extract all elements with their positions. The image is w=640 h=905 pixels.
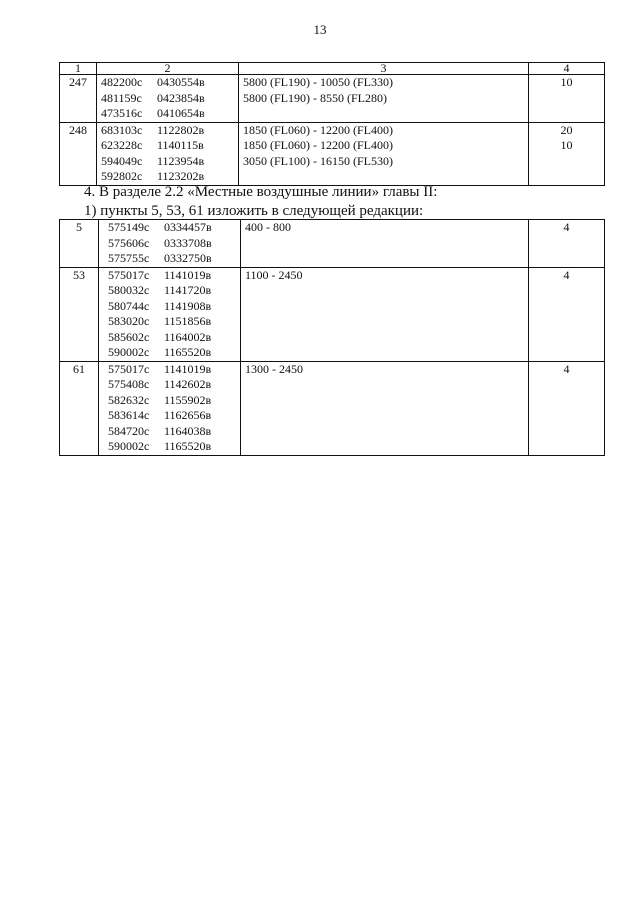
altitude-range: 1300 - 2450 [245,361,303,376]
coordinate-pair [103,345,236,361]
latitude: 473516с [101,106,143,120]
longitude: 1141720в [164,283,212,297]
longitude: 1123202в [157,169,205,183]
longitude: 0334457в [164,220,212,234]
latitude: 683103с [101,122,143,137]
longitude: 1123954в [157,153,205,168]
latitude: 583020с [108,314,150,328]
coordinate-pair [101,123,234,139]
width-value: 4 [563,220,570,234]
coordinate-pair [103,299,236,315]
altitudes-cell [239,122,529,185]
table-row [60,75,605,123]
longitude: 1122802в [157,122,205,137]
altitude-range: 5800 (FL190) - 10050 (FL330) [243,75,393,89]
width-cell [529,267,605,361]
column-header: 2 [97,63,239,75]
coordinate-pair [103,268,236,284]
row-number: 248 [60,122,97,185]
latitude: 575408с [108,377,150,391]
table-row [60,361,605,455]
item-intro: 1) пункты 5, 53, 61 изложить в следующей редакции: [84,203,424,219]
longitude: 0410654в [157,106,205,120]
longitude: 0430554в [157,75,205,89]
latitude: 592802с [101,169,143,183]
latitude: 584720с [108,423,150,438]
coordinate-pair [101,91,234,107]
altitude-range: 1100 - 2450 [245,267,303,282]
longitude: 1141908в [164,298,212,313]
coordinates-cell [99,361,241,455]
coordinate-pair [103,236,236,252]
coordinates-cell [99,220,241,268]
width-cell [529,361,605,455]
coordinate-pair [103,393,236,409]
longitude: 1164002в [164,329,212,344]
altitudes-cell [241,220,529,268]
width-value: 4 [563,361,570,376]
latitude: 481159с [101,90,142,105]
altitudes-cell [241,361,529,455]
coordinate-pair [101,154,234,170]
latitude: 580032с [108,283,150,297]
latitude: 580744с [108,298,150,313]
width-cell [529,75,605,123]
longitude: 1141019в [164,361,212,376]
row-number: 5 [60,220,99,268]
coordinate-pair [103,251,236,267]
altitude-range: 1850 (FL060) - 12200 (FL400) [243,138,393,152]
width-value: 10 [560,138,573,152]
width-value: 10 [560,75,573,89]
longitude: 0333708в [164,235,212,250]
latitude: 583614с [108,408,150,422]
longitude: 1140115в [157,138,204,152]
altitudes-cell [239,75,529,123]
coordinates-cell [99,267,241,361]
coordinate-pair [103,362,236,378]
column-header: 3 [239,63,529,75]
coordinate-pair [103,424,236,440]
longitude: 1165520в [164,439,212,453]
width-cell [529,122,605,185]
longitude: 0332750в [164,251,212,265]
column-header: 1 [60,63,97,75]
width-cell [529,220,605,268]
altitude-range: 3050 (FL100) - 16150 (FL530) [243,153,393,168]
section-heading: 4. В разделе 2.2 «Местные воздушные линии» главы II: [84,184,438,200]
table-row [60,122,605,185]
coordinate-pair [103,314,236,330]
latitude: 575017с [108,267,150,282]
table-row [60,267,605,361]
row-number: 247 [60,75,97,123]
longitude: 1164038в [164,423,212,438]
coordinates-cell [97,75,239,123]
latitude: 575606с [108,235,150,250]
local-routes-table [59,219,605,456]
coordinate-pair [103,408,236,424]
table-header-row [60,63,605,75]
longitude: 1155902в [164,392,212,407]
latitude: 585602с [108,329,150,344]
coordinate-pair [103,439,236,455]
table-row [60,220,605,268]
coordinate-pair [103,283,236,299]
altitudes-cell [241,267,529,361]
coordinate-pair [101,106,234,122]
longitude: 1141019в [164,267,212,282]
coordinates-cell [97,122,239,185]
column-header: 4 [529,63,605,75]
width-value: 4 [563,267,570,282]
row-number: 61 [60,361,99,455]
table-body [60,220,605,456]
coordinate-pair [103,220,236,236]
coordinate-pair [103,377,236,393]
altitude-range: 1850 (FL060) - 12200 (FL400) [243,122,393,137]
latitude: 590002с [108,439,150,453]
latitude: 575017с [108,361,150,376]
table-body [60,75,605,186]
row-number: 53 [60,267,99,361]
longitude: 1162656в [164,408,212,422]
routes-table-continued [59,62,605,186]
altitude-range: 5800 (FL190) - 8550 (FL280) [243,90,387,105]
latitude: 575755с [108,251,150,265]
latitude: 623228с [101,138,143,152]
latitude: 582632с [108,392,150,407]
latitude: 594049с [101,153,143,168]
coordinate-pair [103,330,236,346]
page-number: 13 [313,22,327,37]
longitude: 1151856в [164,314,212,328]
latitude: 590002с [108,345,150,359]
coordinate-pair [101,169,234,185]
coordinate-pair [101,75,234,91]
latitude: 575149с [108,220,150,234]
longitude: 1142602в [164,377,212,391]
width-value: 20 [560,122,573,137]
longitude: 0423854в [157,90,205,105]
coordinate-pair [101,138,234,154]
latitude: 482200с [101,75,143,89]
longitude: 1165520в [164,345,212,359]
altitude-range: 400 - 800 [245,220,291,234]
